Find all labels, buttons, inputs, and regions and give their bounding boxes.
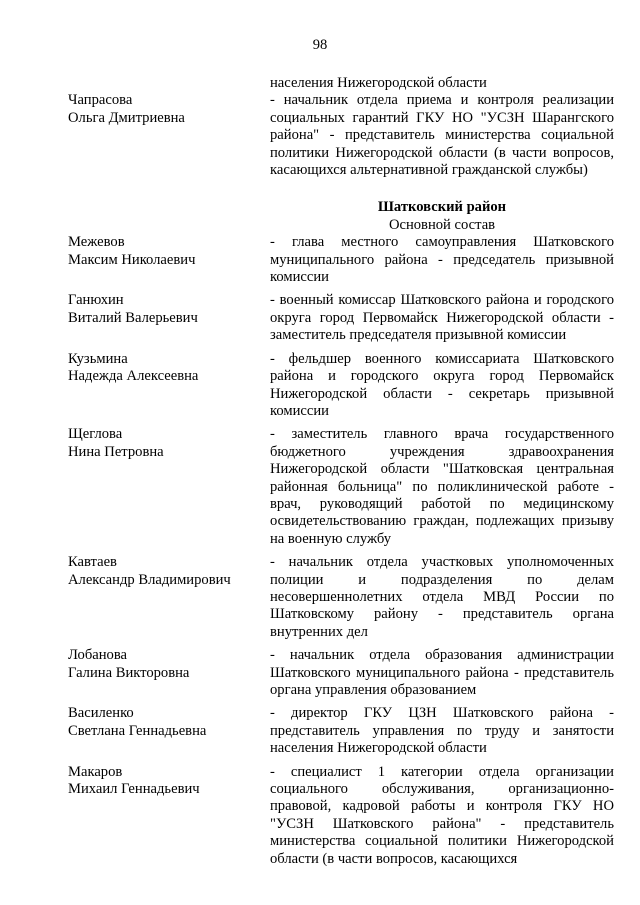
member-given-names: Нина Петровна: [68, 443, 164, 460]
member-entry: [68, 351, 614, 421]
member-entry: [68, 764, 614, 868]
member-surname: Макаров: [68, 763, 123, 780]
continuation-text: населения Нижегородской области: [270, 75, 487, 91]
member-entry: [68, 554, 614, 641]
member-description: - военный комиссар Шатковского района и городского округа город Первомайск Нижегородской области - заместитель председателя призывной комиссии: [270, 292, 614, 344]
member-entry: [68, 292, 614, 344]
member-name: [68, 351, 270, 421]
district-title: Шатковский район: [377, 199, 507, 216]
member-surname: Василенко: [68, 705, 134, 722]
member-surname: Щеглова: [68, 426, 123, 443]
member-name: [68, 426, 270, 548]
composition-subtitle: Основной состав: [388, 216, 496, 233]
member-description: - начальник отдела приема и контроля реализации социальных гарантий ГКУ НО "УСЗН Шарангского района" - представитель министерства социальной политики Нижегородской области (в части вопросов, касающихся альтернативной гражданской службы): [270, 92, 614, 179]
member-surname: Ганюхин: [68, 292, 124, 309]
page-number: 98: [312, 37, 328, 53]
member-given-names: Михаил Геннадьевич: [68, 781, 200, 798]
member-description: - фельдшер военного комиссариата Шатковского района и городского округа город Первомайск Нижегородской области - секретарь призывной комиссии: [270, 350, 614, 419]
member-name: [68, 647, 270, 699]
member-given-names: Максим Николаевич: [68, 251, 196, 268]
member-surname: Кузьмина: [68, 350, 128, 367]
member-given-names: Александр Владимирович: [68, 571, 231, 588]
member-description: - директор ГКУ ЦЗН Шатковского района - представитель управления по труду и занятости населения Нижегородской области: [270, 705, 614, 757]
document-body: [68, 75, 614, 874]
member-given-names: Светлана Геннадьевна: [68, 722, 207, 739]
member-name: [68, 764, 270, 868]
member-description: - начальник отдела участковых уполномоченных полиции и подразделения по делам несовершеннолетних отдела МВД России по Шатковскому району - представитель органа внутренних дел: [270, 554, 614, 640]
member-entry: [68, 234, 614, 286]
member-description: - глава местного самоуправления Шатковского муниципального района - председатель призывной комиссии: [270, 234, 614, 286]
member-given-names: Надежда Алексеевна: [68, 368, 199, 385]
member-entry-chaprasova: [68, 92, 614, 179]
member-surname: Кавтаев: [68, 554, 117, 571]
member-description: - специалист 1 категории отдела организации социального обслуживания, организационно-правовой, кадровой работы и контроля ГКУ НО "УСЗН Шатковского района" - представитель министерства социальной политики Нижегородской области (в части вопросов, касающихся: [270, 763, 614, 867]
member-name: [68, 234, 270, 286]
member-description: - начальник отдела образования администрации Шатковского муниципального района - представитель органа управления образованием: [270, 647, 614, 698]
member-surname: Межевов: [68, 234, 125, 251]
member-name: [68, 554, 270, 641]
member-entry: [68, 705, 614, 757]
member-entry: [68, 426, 614, 548]
member-entry: [68, 647, 614, 699]
member-given-names: Ольга Дмитриевна: [68, 109, 185, 126]
member-given-names: Виталий Валерьевич: [68, 309, 198, 326]
member-name: [68, 292, 270, 344]
member-description: - заместитель главного врача государственного бюджетного учреждения здравоохранения Нижегородской области "Шатковская центральная районная больница" по поликлинической работе - врач, руководящий работой по медицинскому освидетельствованию граждан, подлежащих призыву на военную службу: [270, 426, 614, 547]
member-name: [68, 92, 270, 179]
member-surname: Лобанова: [68, 647, 128, 664]
member-surname: Чапрасова: [68, 92, 133, 109]
member-name: [68, 705, 270, 757]
member-given-names: Галина Викторовна: [68, 664, 190, 681]
